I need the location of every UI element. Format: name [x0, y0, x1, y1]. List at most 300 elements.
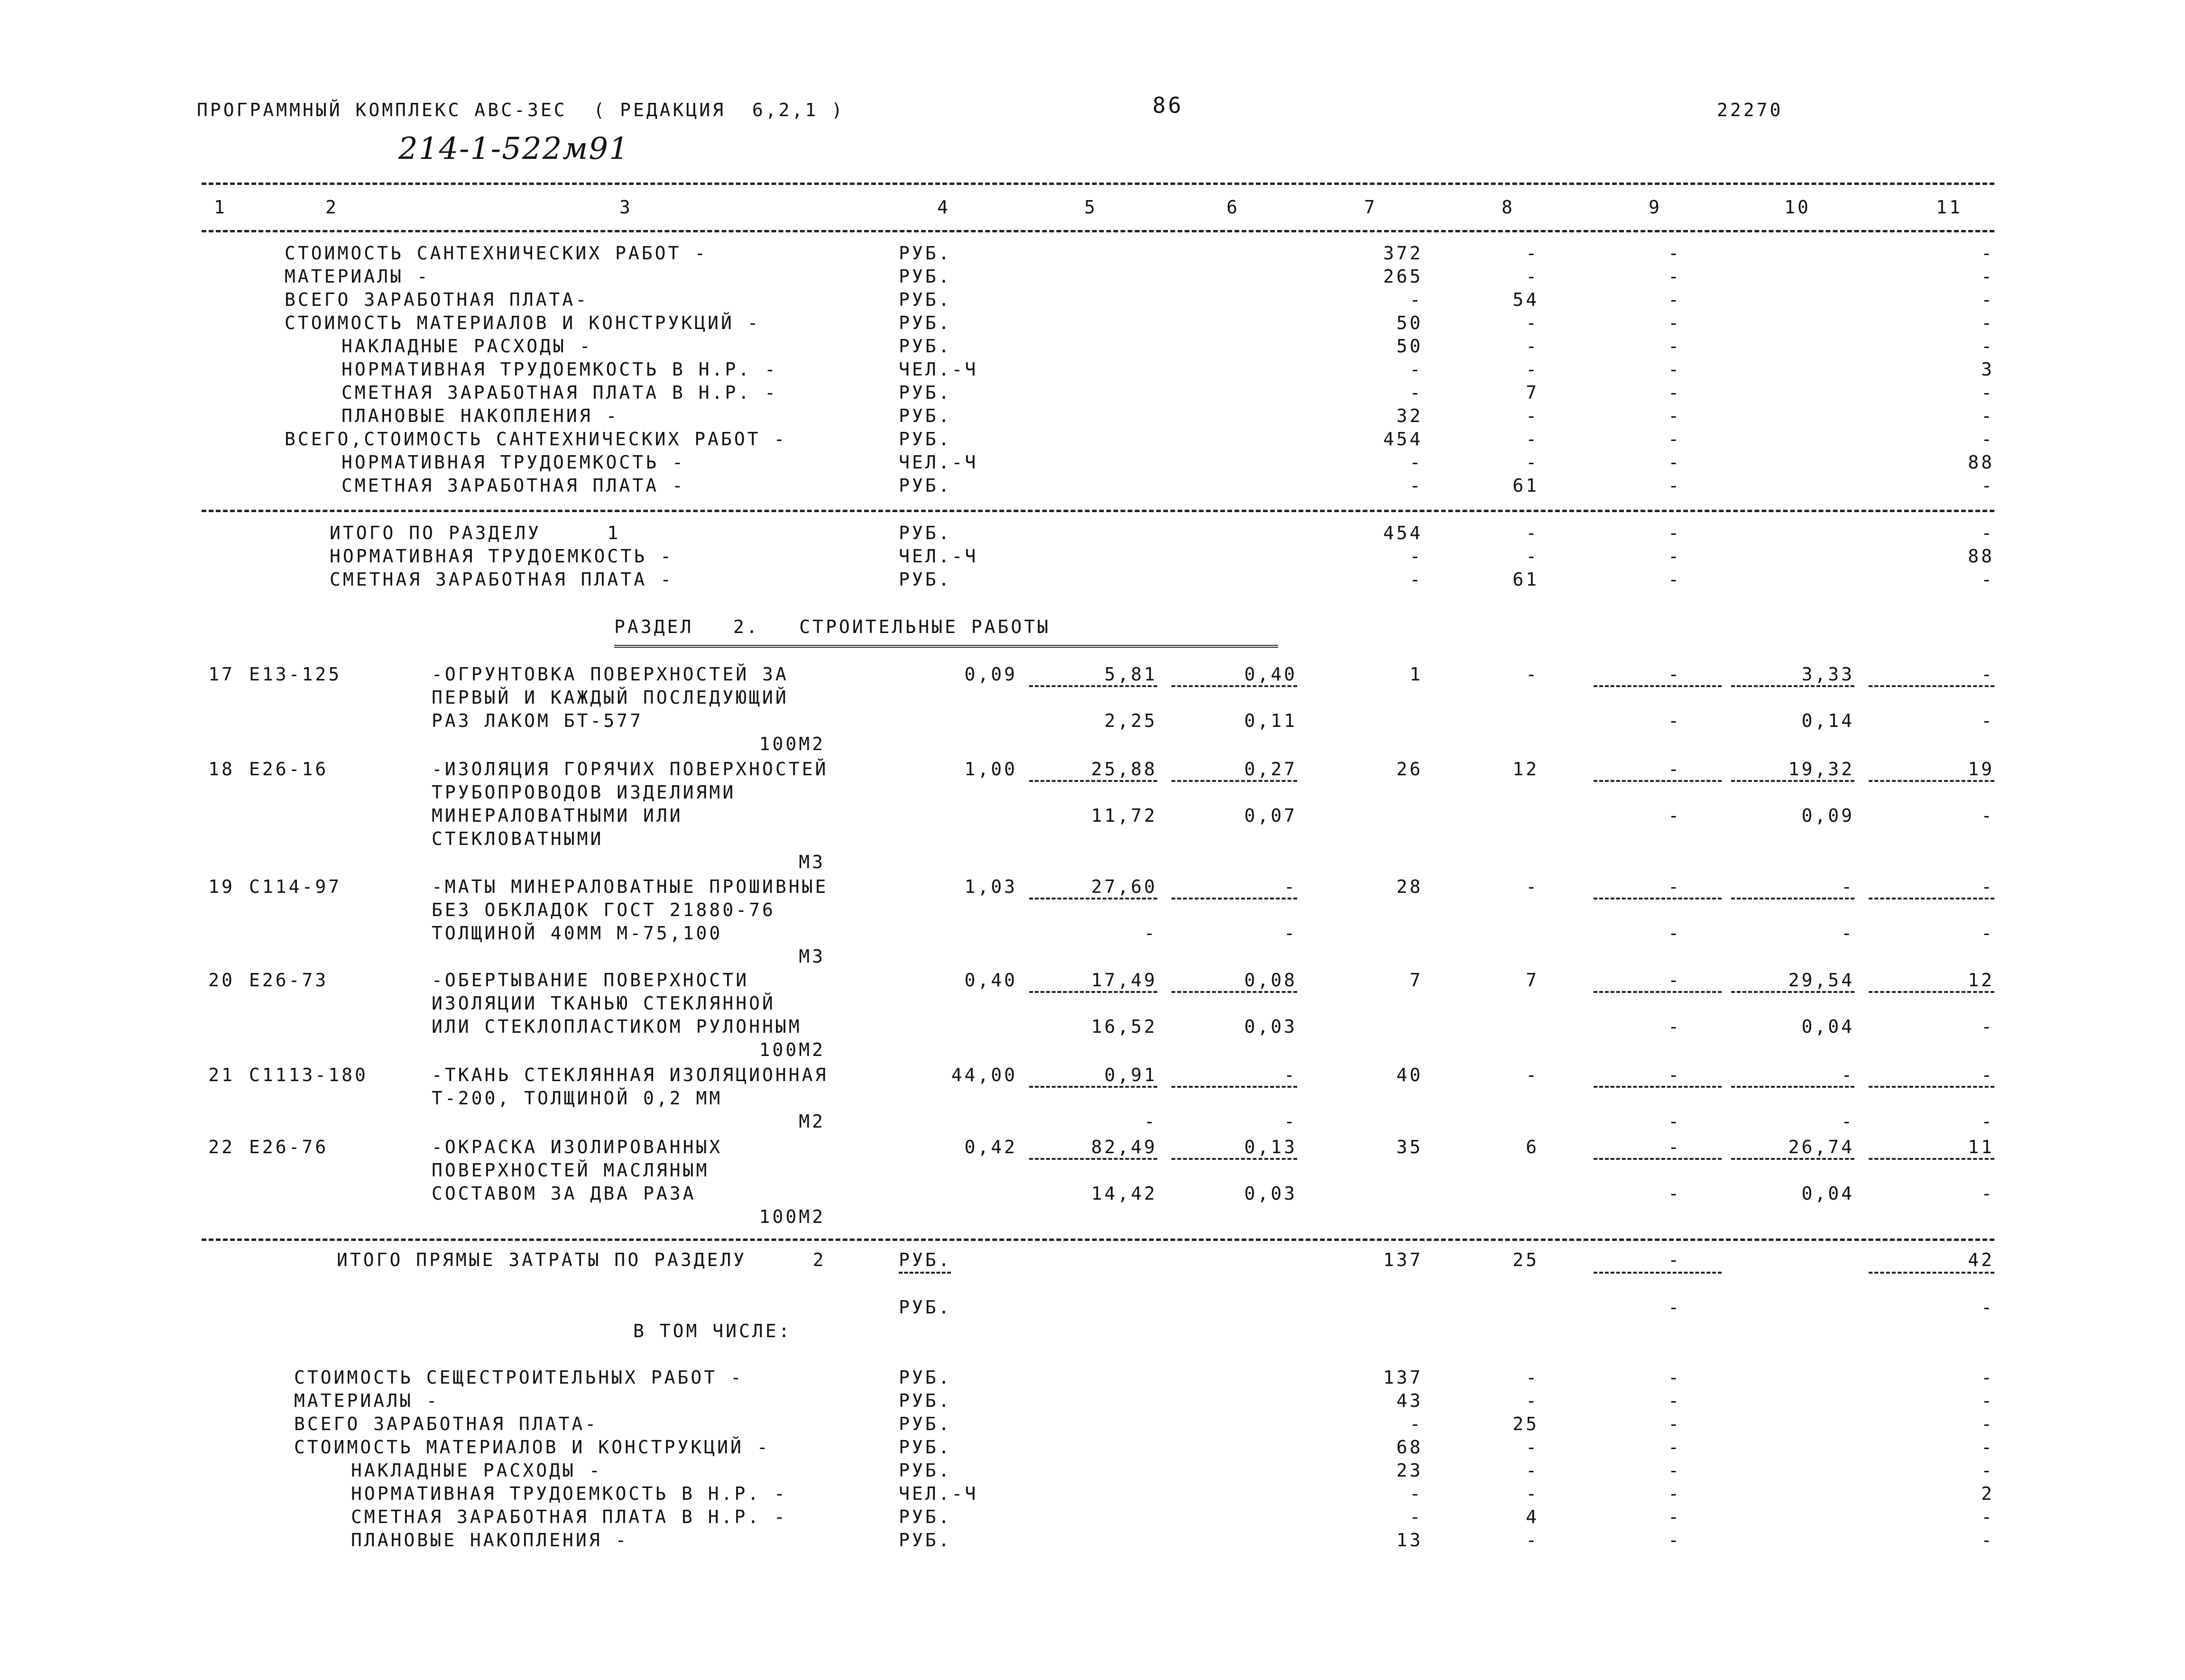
- col8-cell: -: [1526, 1437, 1539, 1458]
- col8-cell: -: [1526, 523, 1539, 543]
- col11-cell: -: [1981, 1390, 1994, 1411]
- col11-cell: -: [1981, 1437, 1994, 1458]
- item-description: ТОЛЩИНОЙ 40ММ М-75,100: [432, 923, 723, 944]
- col4-cell: 0,09: [964, 664, 1017, 685]
- col11-secondary-cell: -: [1981, 1183, 1994, 1204]
- col4-cell: 0,40: [964, 970, 1017, 991]
- item-number: 18: [208, 759, 235, 780]
- col9-cell: -: [1668, 759, 1681, 780]
- item-description: БЕЗ ОБКЛАДОК ГОСТ 21880-76: [432, 900, 775, 920]
- col7-cell: 454: [1383, 429, 1423, 450]
- col8-cell: 4: [1526, 1506, 1539, 1527]
- col10-cell: 19,32: [1788, 759, 1854, 780]
- unit-cell: РУБ.: [899, 475, 952, 496]
- col11-cell: 88: [1968, 452, 1994, 473]
- col11-secondary-cell: -: [1981, 805, 1994, 826]
- col6-divider: [1171, 1158, 1297, 1160]
- col5-cell: 0,91: [1104, 1065, 1157, 1085]
- col9-cell: -: [1668, 1065, 1681, 1085]
- col11-cell: -: [1981, 405, 1994, 426]
- summary-label: НАКЛАДНЫЕ РАСХОДЫ -: [351, 1460, 602, 1481]
- col9-cell: -: [1668, 1437, 1681, 1458]
- summary-label: СТОИМОСТЬ СЕЩЕСТРОИТЕЛЬНЫХ РАБОТ -: [294, 1367, 744, 1388]
- item-description: СТЕКЛОВАТНЫМИ: [432, 828, 604, 849]
- col5-secondary-cell: 16,52: [1091, 1016, 1157, 1037]
- col8-cell: 7: [1526, 382, 1539, 403]
- item-description: -МАТЫ МИНЕРАЛОВАТНЫЕ ПРОШИВНЫЕ: [432, 876, 829, 897]
- col11-divider: [1869, 1086, 1994, 1088]
- col9-divider: [1594, 1158, 1722, 1160]
- column-header-4: 4: [937, 197, 950, 218]
- col9-cell: -: [1668, 266, 1681, 287]
- col10-secondary-cell: 0,14: [1801, 710, 1854, 731]
- col8-cell: -: [1526, 1065, 1539, 1085]
- col11-cell: -: [1981, 1414, 1994, 1434]
- unit-cell: РУБ.: [899, 289, 952, 310]
- summary-label: НОРМАТИВНАЯ ТРУДОЕМКОСТЬ В Н.Р. -: [341, 359, 778, 380]
- col11-cell: 12: [1968, 970, 1994, 991]
- col8-cell: 6: [1526, 1137, 1539, 1157]
- program-header: ПРОГРАММНЫЙ КОМПЛЕКС АВС-ЗЕС ( РЕДАКЦИЯ 6,2,1 ): [197, 100, 845, 120]
- unit-cell: РУБ.: [899, 266, 952, 287]
- item-number: 20: [208, 970, 235, 991]
- col11-divider: [1869, 685, 1994, 687]
- col9-divider: [1594, 780, 1722, 782]
- col11-divider: [1869, 1272, 1994, 1274]
- section1-total-rule: [202, 510, 1994, 512]
- col9-cell: -: [1668, 876, 1681, 897]
- col8-cell: 12: [1512, 759, 1539, 780]
- column-header-11: 11: [1936, 197, 1963, 218]
- handwritten-reference: 214-1-522м91: [398, 131, 629, 166]
- col6-cell: -: [1284, 876, 1297, 897]
- summary-label: ВСЕГО,СТОИМОСТЬ САНТЕХНИЧЕСКИХ РАБОТ -: [285, 429, 787, 450]
- col7-cell: 1: [1410, 664, 1423, 685]
- item-description: Т-200, ТОЛЩИНОЙ 0,2 ММ: [432, 1088, 723, 1109]
- col7-cell: -: [1410, 1506, 1423, 1527]
- col9-secondary-cell: -: [1668, 1111, 1681, 1132]
- item-description: -ОКРАСКА ИЗОЛИРОВАННЫХ: [432, 1137, 723, 1157]
- col11-cell: -: [1981, 569, 1994, 590]
- unit-cell: РУБ.: [899, 1414, 952, 1434]
- col7-cell: 137: [1383, 1249, 1423, 1270]
- col8-cell: 61: [1512, 569, 1539, 590]
- summary-label: ВСЕГО ЗАРАБОТНАЯ ПЛАТА-: [285, 289, 589, 310]
- summary-label: НОРМАТИВНАЯ ТРУДОЕМКОСТЬ В Н.Р. -: [351, 1483, 787, 1504]
- summary-label: МАТЕРИАЛЫ -: [285, 266, 430, 287]
- col9-cell: -: [1668, 1249, 1681, 1270]
- col11-cell: 3: [1981, 359, 1994, 380]
- col11-cell: -: [1981, 1530, 1994, 1551]
- col7-cell: -: [1410, 359, 1423, 380]
- col11-cell: -: [1981, 429, 1994, 450]
- top-rule: [202, 183, 1994, 185]
- item-number: 22: [208, 1137, 235, 1157]
- col10-divider: [1731, 685, 1854, 687]
- item-unit: М3: [799, 852, 825, 872]
- col6-cell: 0,40: [1244, 664, 1297, 685]
- col9-cell: -: [1668, 452, 1681, 473]
- item-number: 21: [208, 1065, 235, 1085]
- col5-secondary-cell: 14,42: [1091, 1183, 1157, 1204]
- item-unit: М3: [799, 946, 825, 967]
- unit-cell: РУБ.: [899, 1390, 952, 1411]
- col11-divider: [1869, 1158, 1994, 1160]
- item-description: -ОБЕРТЫВАНИЕ ПОВЕРХНОСТИ: [432, 970, 749, 991]
- item-unit: 100М2: [759, 734, 825, 754]
- col11-secondary-cell: -: [1981, 710, 1994, 731]
- col5-divider: [1029, 898, 1157, 900]
- col7-cell: -: [1410, 1483, 1423, 1504]
- unit-cell: РУБ.: [899, 1506, 952, 1527]
- summary-label: НОРМАТИВНАЯ ТРУДОЕМКОСТЬ -: [341, 452, 685, 473]
- col5-secondary-cell: -: [1144, 1111, 1157, 1132]
- unit-cell: ЧЕЛ.-Ч: [899, 452, 978, 473]
- item-description: ИЗОЛЯЦИИ ТКАНЬЮ СТЕКЛЯННОЙ: [432, 993, 775, 1014]
- col5-secondary-cell: -: [1144, 923, 1157, 944]
- col8-cell: 25: [1512, 1414, 1539, 1434]
- column-header-3: 3: [619, 197, 633, 218]
- col11-cell: -: [1981, 876, 1994, 897]
- col10-secondary-cell: -: [1841, 1111, 1854, 1132]
- col7-cell: 137: [1383, 1367, 1423, 1388]
- col8-cell: -: [1526, 546, 1539, 567]
- document-code: 22270: [1717, 100, 1783, 120]
- col8-cell: -: [1526, 452, 1539, 473]
- col8-cell: 54: [1512, 289, 1539, 310]
- col4-cell: 44,00: [951, 1065, 1017, 1085]
- col8-cell: -: [1526, 336, 1539, 357]
- col8-cell: 25: [1512, 1249, 1539, 1270]
- col11-secondary-cell: -: [1981, 1016, 1994, 1037]
- col6-secondary-cell: 0,03: [1244, 1016, 1297, 1037]
- col8-cell: -: [1526, 1483, 1539, 1504]
- col11-cell: -: [1981, 243, 1994, 264]
- col10-divider: [1731, 1086, 1854, 1088]
- col9-cell: -: [1668, 1414, 1681, 1434]
- unit-cell: ЧЕЛ.-Ч: [899, 359, 978, 380]
- summary-label: СТОИМОСТЬ САНТЕХНИЧЕСКИХ РАБОТ -: [285, 243, 708, 264]
- col6-secondary-cell: -: [1284, 923, 1297, 944]
- col8-cell: 7: [1526, 970, 1539, 991]
- col9-secondary-cell: -: [1668, 1183, 1681, 1204]
- col5-cell: 27,60: [1091, 876, 1157, 897]
- col7-cell: 50: [1396, 312, 1423, 333]
- col8-cell: -: [1526, 266, 1539, 287]
- summary-label: ПЛАНОВЫЕ НАКОПЛЕНИЯ -: [341, 405, 619, 426]
- col4-cell: 1,03: [964, 876, 1017, 897]
- item-description: ИЛИ СТЕКЛОПЛАСТИКОМ РУЛОННЫМ: [432, 1016, 802, 1037]
- col4-cell: 1,00: [964, 759, 1017, 780]
- col9-cell: -: [1668, 569, 1681, 590]
- col6-cell: 0,08: [1244, 970, 1297, 991]
- col6-divider: [1171, 1086, 1297, 1088]
- col7-cell: -: [1410, 475, 1423, 496]
- column-header-10: 10: [1784, 197, 1811, 218]
- col9-secondary-cell: -: [1668, 710, 1681, 731]
- col7-cell: 50: [1396, 336, 1423, 357]
- unit-cell: РУБ.: [899, 1367, 952, 1388]
- col6-divider: [1171, 991, 1297, 993]
- item-unit: 100М2: [759, 1039, 825, 1060]
- col9-divider: [1594, 991, 1722, 993]
- col9-cell: -: [1668, 1530, 1681, 1551]
- col11-divider: [1869, 780, 1994, 782]
- col5-divider: [1029, 1086, 1157, 1088]
- col9-secondary-cell: -: [1668, 805, 1681, 826]
- col9-cell: -: [1668, 664, 1681, 685]
- col6-secondary-cell: 0,11: [1244, 710, 1297, 731]
- unit-cell: РУБ.: [899, 336, 952, 357]
- item-description: ПЕРВЫЙ И КАЖДЫЙ ПОСЛЕДУЮЩИЙ: [432, 687, 789, 708]
- col9-secondary-cell: -: [1668, 923, 1681, 944]
- summary-label: НОРМАТИВНАЯ ТРУДОЕМКОСТЬ -: [330, 546, 673, 567]
- col8-cell: -: [1526, 876, 1539, 897]
- col7-cell: 265: [1383, 266, 1423, 287]
- col11-cell: 88: [1968, 546, 1994, 567]
- col11-cell: -: [1981, 664, 1994, 685]
- section-title-underline: [614, 645, 1278, 648]
- item-description: ПОВЕРХНОСТЕЙ МАСЛЯНЫМ: [432, 1160, 710, 1181]
- summary-label: СМЕТНАЯ ЗАРАБОТНАЯ ПЛАТА В Н.Р. -: [341, 382, 778, 403]
- col11-secondary-cell: -: [1981, 1297, 1994, 1318]
- section2-total-rule: [202, 1239, 1994, 1241]
- col11-divider: [1869, 991, 1994, 993]
- item-description: ТРУБОПРОВОДОВ ИЗДЕЛИЯМИ: [432, 782, 736, 803]
- unit-cell: РУБ.: [899, 1437, 952, 1458]
- col6-divider: [1171, 685, 1297, 687]
- col9-cell: -: [1668, 1460, 1681, 1481]
- col9-secondary-cell: -: [1668, 1016, 1681, 1037]
- col9-cell: -: [1668, 523, 1681, 543]
- unit-cell: РУБ.: [899, 1249, 952, 1270]
- column-header-9: 9: [1649, 197, 1662, 218]
- col5-secondary-cell: 11,72: [1091, 805, 1157, 826]
- col7-cell: -: [1410, 452, 1423, 473]
- col6-cell: 0,13: [1244, 1137, 1297, 1157]
- col8-cell: -: [1526, 429, 1539, 450]
- col10-secondary-cell: -: [1841, 923, 1854, 944]
- col7-cell: -: [1410, 1414, 1423, 1434]
- item-description: -ТКАНЬ СТЕКЛЯННАЯ ИЗОЛЯЦИОННАЯ: [432, 1065, 829, 1085]
- col8-cell: -: [1526, 359, 1539, 380]
- col6-cell: -: [1284, 1065, 1297, 1085]
- col7-cell: 23: [1396, 1460, 1423, 1481]
- col6-secondary-cell: -: [1284, 1111, 1297, 1132]
- col9-cell: -: [1668, 1390, 1681, 1411]
- col9-divider: [1594, 1086, 1722, 1088]
- col11-cell: -: [1981, 312, 1994, 333]
- col9-cell: -: [1668, 382, 1681, 403]
- unit-cell: РУБ.: [899, 1530, 952, 1551]
- col7-cell: 7: [1410, 970, 1423, 991]
- col8-cell: -: [1526, 312, 1539, 333]
- column-header-6: 6: [1226, 197, 1240, 218]
- col10-divider: [1731, 780, 1854, 782]
- summary-label: СМЕТНАЯ ЗАРАБОТНАЯ ПЛАТА В Н.Р. -: [351, 1506, 787, 1527]
- col9-secondary-cell: -: [1668, 1297, 1681, 1318]
- item-unit: 100М2: [759, 1206, 825, 1227]
- col5-secondary-cell: 2,25: [1104, 710, 1157, 731]
- col7-cell: 13: [1396, 1530, 1423, 1551]
- col11-secondary-cell: -: [1981, 923, 1994, 944]
- col11-cell: 19: [1968, 759, 1994, 780]
- col6-divider: [1171, 780, 1297, 782]
- item-description: МИНЕРАЛОВАТНЫМИ ИЛИ: [432, 805, 683, 826]
- unit-cell: РУБ.: [899, 243, 952, 264]
- item-code: Е13-125: [249, 664, 342, 685]
- col7-cell: -: [1410, 382, 1423, 403]
- col5-cell: 17,49: [1091, 970, 1157, 991]
- item-description: СОСТАВОМ ЗА ДВА РАЗА: [432, 1183, 696, 1204]
- summary-label: ИТОГО ПРЯМЫЕ ЗАТРАТЫ ПО РАЗДЕЛУ 2: [337, 1249, 826, 1270]
- col9-cell: -: [1668, 475, 1681, 496]
- col8-cell: -: [1526, 1367, 1539, 1388]
- col11-cell: -: [1981, 1065, 1994, 1085]
- col5-cell: 5,81: [1104, 664, 1157, 685]
- item-number: 17: [208, 664, 235, 685]
- col11-cell: 2: [1981, 1483, 1994, 1504]
- col8-cell: 61: [1512, 475, 1539, 496]
- col11-secondary-cell: -: [1981, 1111, 1994, 1132]
- col6-divider: [1171, 898, 1297, 900]
- column-header-2: 2: [325, 197, 339, 218]
- col11-divider: [1869, 898, 1994, 900]
- col11-cell: -: [1981, 475, 1994, 496]
- col9-cell: -: [1668, 405, 1681, 426]
- col11-cell: -: [1981, 336, 1994, 357]
- col7-cell: 35: [1396, 1137, 1423, 1157]
- col5-cell: 82,49: [1091, 1137, 1157, 1157]
- unit-cell: РУБ.: [899, 405, 952, 426]
- col6-secondary-cell: 0,07: [1244, 805, 1297, 826]
- col7-cell: 454: [1383, 523, 1423, 543]
- column-header-8: 8: [1502, 197, 1515, 218]
- col11-cell: 42: [1968, 1249, 1994, 1270]
- item-unit: М2: [799, 1111, 825, 1132]
- col8-cell: -: [1526, 405, 1539, 426]
- col9-cell: -: [1668, 289, 1681, 310]
- summary-label: МАТЕРИАЛЫ -: [294, 1390, 440, 1411]
- col7-cell: 40: [1396, 1065, 1423, 1085]
- col9-cell: -: [1668, 336, 1681, 357]
- col5-divider: [1029, 991, 1157, 993]
- item-code: Е26-73: [249, 970, 329, 991]
- col7-cell: -: [1410, 569, 1423, 590]
- col10-secondary-cell: 0,04: [1801, 1016, 1854, 1037]
- header-rule: [202, 230, 1994, 232]
- page-number: 86: [1152, 92, 1184, 118]
- col8-cell: -: [1526, 1460, 1539, 1481]
- col11-cell: -: [1981, 1460, 1994, 1481]
- col9-cell: -: [1668, 1483, 1681, 1504]
- unit-cell: ЧЕЛ.-Ч: [899, 546, 978, 567]
- col8-cell: -: [1526, 243, 1539, 264]
- col8-cell: -: [1526, 664, 1539, 685]
- col9-cell: -: [1668, 1506, 1681, 1527]
- unit-cell: РУБ.: [899, 382, 952, 403]
- summary-label: ВСЕГО ЗАРАБОТНАЯ ПЛАТА-: [294, 1414, 599, 1434]
- col10-cell: 3,33: [1801, 664, 1854, 685]
- col9-cell: -: [1668, 359, 1681, 380]
- col10-secondary-cell: 0,04: [1801, 1183, 1854, 1204]
- col11-cell: -: [1981, 289, 1994, 310]
- summary-label: СМЕТНАЯ ЗАРАБОТНАЯ ПЛАТА -: [330, 569, 673, 590]
- col11-cell: -: [1981, 523, 1994, 543]
- unit-cell: РУБ.: [899, 312, 952, 333]
- item-code: С114-97: [249, 876, 342, 897]
- item-description: -ИЗОЛЯЦИЯ ГОРЯЧИХ ПОВЕРХНОСТЕЙ: [432, 759, 829, 780]
- col9-cell: -: [1668, 1137, 1681, 1157]
- col10-cell: 29,54: [1788, 970, 1854, 991]
- col7-cell: 372: [1383, 243, 1423, 264]
- col7-cell: 28: [1396, 876, 1423, 897]
- summary-label: ИТОГО ПО РАЗДЕЛУ 1: [330, 523, 621, 543]
- col10-cell: -: [1841, 1065, 1854, 1085]
- col5-divider: [1029, 780, 1157, 782]
- unit-cell: ЧЕЛ.-Ч: [899, 1483, 978, 1504]
- col10-cell: -: [1841, 876, 1854, 897]
- item-number: 19: [208, 876, 235, 897]
- item-description: РАЗ ЛАКОМ БТ-577: [432, 710, 644, 731]
- column-header-7: 7: [1364, 197, 1377, 218]
- unit-divider: [899, 1272, 951, 1274]
- unit-cell: РУБ.: [899, 429, 952, 450]
- column-header-1: 1: [214, 197, 227, 218]
- unit-cell: РУБ.: [899, 1297, 952, 1318]
- col11-cell: -: [1981, 266, 1994, 287]
- col10-divider: [1731, 1158, 1854, 1160]
- col9-divider: [1594, 898, 1722, 900]
- col10-divider: [1731, 898, 1854, 900]
- summary-label: СТОИМОСТЬ МАТЕРИАЛОВ И КОНСТРУКЦИЙ -: [294, 1437, 770, 1458]
- col9-divider: [1594, 1272, 1722, 1274]
- summary-label: ПЛАНОВЫЕ НАКОПЛЕНИЯ -: [351, 1530, 629, 1551]
- col7-cell: 43: [1396, 1390, 1423, 1411]
- col7-cell: 32: [1396, 405, 1423, 426]
- col9-cell: -: [1668, 312, 1681, 333]
- col11-cell: -: [1981, 382, 1994, 403]
- col9-divider: [1594, 685, 1722, 687]
- unit-cell: РУБ.: [899, 523, 952, 543]
- item-code: С1113-180: [249, 1065, 368, 1085]
- col7-cell: 68: [1396, 1437, 1423, 1458]
- col7-cell: -: [1410, 289, 1423, 310]
- unit-cell: РУБ.: [899, 1460, 952, 1481]
- col11-cell: -: [1981, 1506, 1994, 1527]
- col11-cell: 11: [1968, 1137, 1994, 1157]
- unit-cell: РУБ.: [899, 569, 952, 590]
- col10-cell: 26,74: [1788, 1137, 1854, 1157]
- col9-cell: -: [1668, 970, 1681, 991]
- item-code: Е26-76: [249, 1137, 329, 1157]
- col9-cell: -: [1668, 546, 1681, 567]
- item-description: -ОГРУНТОВКА ПОВЕРХНОСТЕЙ ЗА: [432, 664, 789, 685]
- col9-cell: -: [1668, 243, 1681, 264]
- column-header-5: 5: [1084, 197, 1097, 218]
- summary-label: СТОИМОСТЬ МАТЕРИАЛОВ И КОНСТРУКЦИЙ -: [285, 312, 761, 333]
- col10-secondary-cell: 0,09: [1801, 805, 1854, 826]
- col4-cell: 0,42: [964, 1137, 1017, 1157]
- section-title: РАЗДЕЛ 2. СТРОИТЕЛЬНЫЕ РАБОТЫ: [614, 616, 1051, 637]
- col11-cell: -: [1981, 1367, 1994, 1388]
- col5-divider: [1029, 1158, 1157, 1160]
- col6-secondary-cell: 0,03: [1244, 1183, 1297, 1204]
- summary-label: СМЕТНАЯ ЗАРАБОТНАЯ ПЛАТА -: [341, 475, 685, 496]
- col5-divider: [1029, 685, 1157, 687]
- col9-cell: -: [1668, 429, 1681, 450]
- col7-cell: -: [1410, 546, 1423, 567]
